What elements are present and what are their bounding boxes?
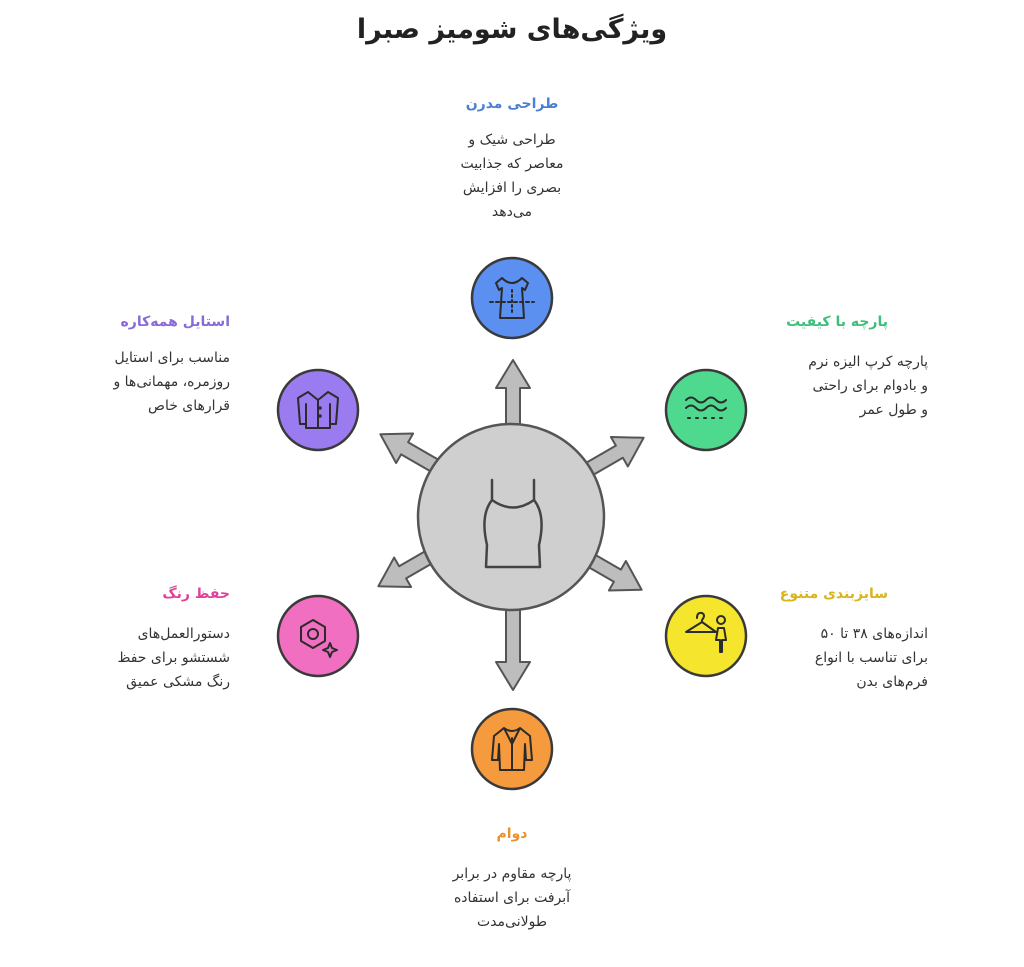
durability-description bbox=[412, 862, 612, 934]
desc-line: برای تناسب با انواع bbox=[814, 650, 928, 666]
sizing-description bbox=[738, 622, 928, 694]
desc-line: پارچه کرپ الیزه نرم bbox=[808, 354, 928, 370]
color-care-description bbox=[60, 622, 230, 694]
desc-line: معاصر که جذابیت bbox=[460, 156, 564, 172]
desc-line: رنگ مشکی عمیق bbox=[126, 674, 230, 690]
versatile-heading: استایل همه‌کاره bbox=[120, 314, 230, 330]
desc-line: طولانی‌مدت bbox=[477, 914, 547, 930]
desc-line: فرم‌های بدن bbox=[856, 674, 928, 690]
desc-line: و طول عمر bbox=[859, 402, 928, 418]
color-care-heading: حفظ رنگ bbox=[162, 586, 230, 602]
modern-description bbox=[412, 128, 612, 224]
page-title: ویژگی‌های شومیز صبرا bbox=[356, 14, 668, 45]
desc-line: آبرفت برای استفاده bbox=[453, 890, 571, 906]
desc-line: پارچه مقاوم در برابر bbox=[452, 866, 572, 882]
desc-line: روزمره، مهمانی‌ها و bbox=[113, 374, 230, 390]
desc-line: دستورالعمل‌های bbox=[137, 626, 230, 642]
desc-line: مناسب برای استایل bbox=[114, 350, 230, 366]
sizing-circle bbox=[666, 596, 746, 676]
desc-line: قرارهای خاص bbox=[148, 398, 230, 414]
desc-line: بصری را افزایش bbox=[462, 180, 562, 196]
desc-line: می‌دهد bbox=[491, 204, 533, 220]
modern-heading: طراحی مدرن bbox=[465, 96, 559, 112]
desc-line: اندازه‌های ۳۸ تا ۵۰ bbox=[820, 626, 928, 642]
fabric-circle bbox=[666, 370, 746, 450]
desc-line: و بادوام برای راحتی bbox=[812, 378, 928, 394]
sizing-heading: سایزبندی متنوع bbox=[779, 586, 888, 602]
durability-heading: دوام bbox=[496, 826, 528, 842]
center-hub bbox=[418, 424, 604, 610]
fabric-heading: پارچه با کیفیت bbox=[786, 314, 888, 330]
desc-line: شستشو برای حفظ bbox=[117, 650, 230, 666]
versatile-description bbox=[40, 346, 230, 418]
fabric-description bbox=[738, 350, 928, 422]
desc-line: طراحی شیک و bbox=[468, 132, 556, 148]
